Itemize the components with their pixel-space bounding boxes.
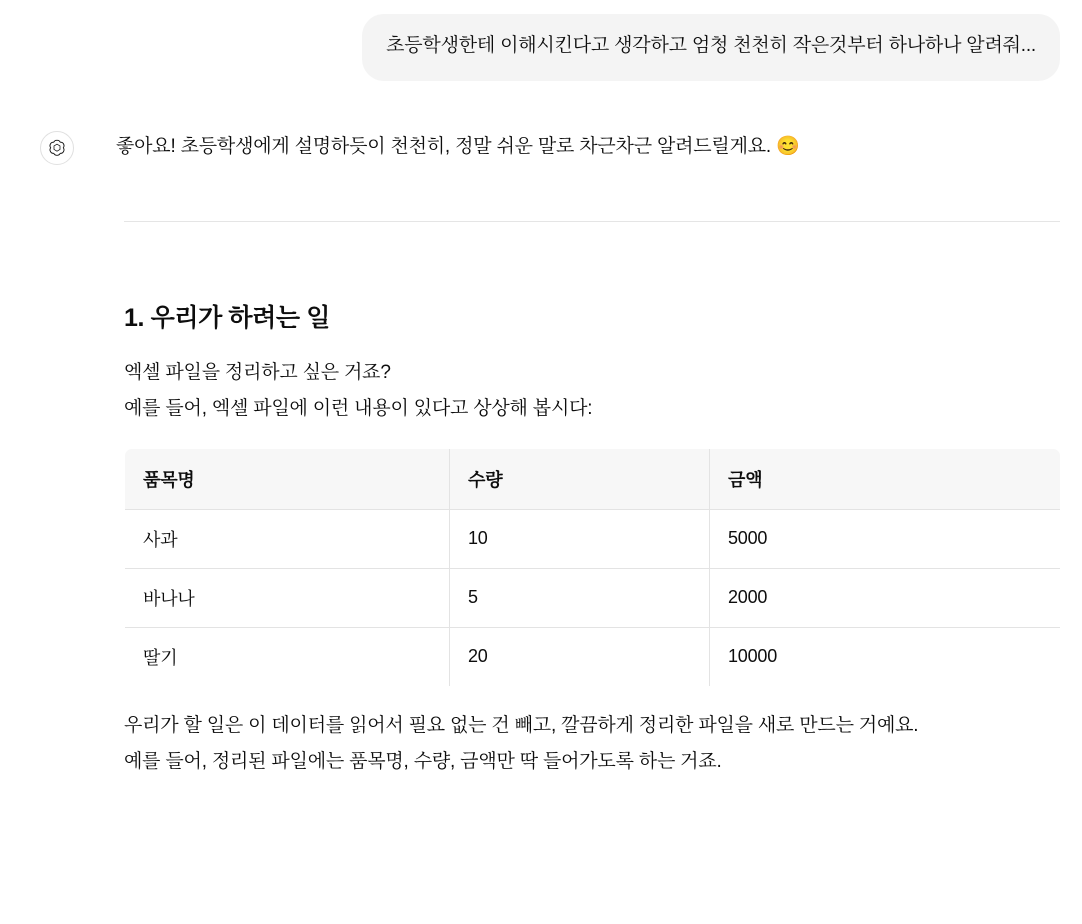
table-row bbox=[125, 627, 1061, 686]
openai-logo-icon bbox=[40, 131, 74, 165]
table-row bbox=[125, 509, 1061, 568]
table-cell: 딸기 bbox=[125, 627, 450, 686]
table-cell: 바나나 bbox=[125, 568, 450, 627]
table-header-cell: 품목명 bbox=[125, 448, 450, 509]
assistant-content bbox=[0, 221, 1082, 777]
table-cell: 10000 bbox=[728, 646, 778, 667]
content-divider bbox=[124, 221, 1060, 222]
assistant-message-row bbox=[0, 81, 1082, 165]
user-message-row bbox=[0, 0, 1082, 81]
table-header-cell: 수량 bbox=[450, 448, 710, 509]
table-header-row bbox=[125, 448, 1061, 509]
user-message-bubble: 초등학생한테 이해시킨다고 생각하고 엄청 천천히 작은것부터 하나하나 알려줘... bbox=[362, 14, 1060, 81]
paragraph-intro-1: 엑셀 파일을 정리하고 싶은 거죠? bbox=[124, 361, 391, 383]
assistant-intro-text: 좋아요! 초등학생에게 설명하듯이 천천히, 정말 쉬운 말로 차근차근 알려드릴게요. 😊 bbox=[116, 135, 800, 157]
table-cell: 2000 bbox=[710, 568, 1061, 627]
table-cell: 5 bbox=[450, 568, 710, 627]
table-cell: 20 bbox=[450, 627, 710, 686]
section-heading: 1. 우리가 하려는 일 bbox=[124, 303, 330, 332]
paragraph-explain-1: 우리가 할 일은 이 데이터를 읽어서 필요 없는 건 빼고, 깔끔하게 정리한 파일을 새로 만드는 거예요. bbox=[124, 714, 919, 736]
table-cell: 10 bbox=[450, 509, 710, 568]
paragraph-intro-2: 예를 들어, 엑셀 파일에 이런 내용이 있다고 상상해 봅시다: bbox=[124, 397, 593, 419]
example-data-table bbox=[124, 448, 1061, 687]
table-cell: 5000 bbox=[710, 509, 1061, 568]
table-header-cell: 금액 bbox=[710, 448, 1061, 509]
paragraph-explain-2: 예를 들어, 정리된 파일에는 품목명, 수량, 금액만 딱 들어가도록 하는 거죠. bbox=[124, 750, 722, 772]
table-row bbox=[125, 568, 1061, 627]
table-cell: 사과 bbox=[125, 509, 450, 568]
